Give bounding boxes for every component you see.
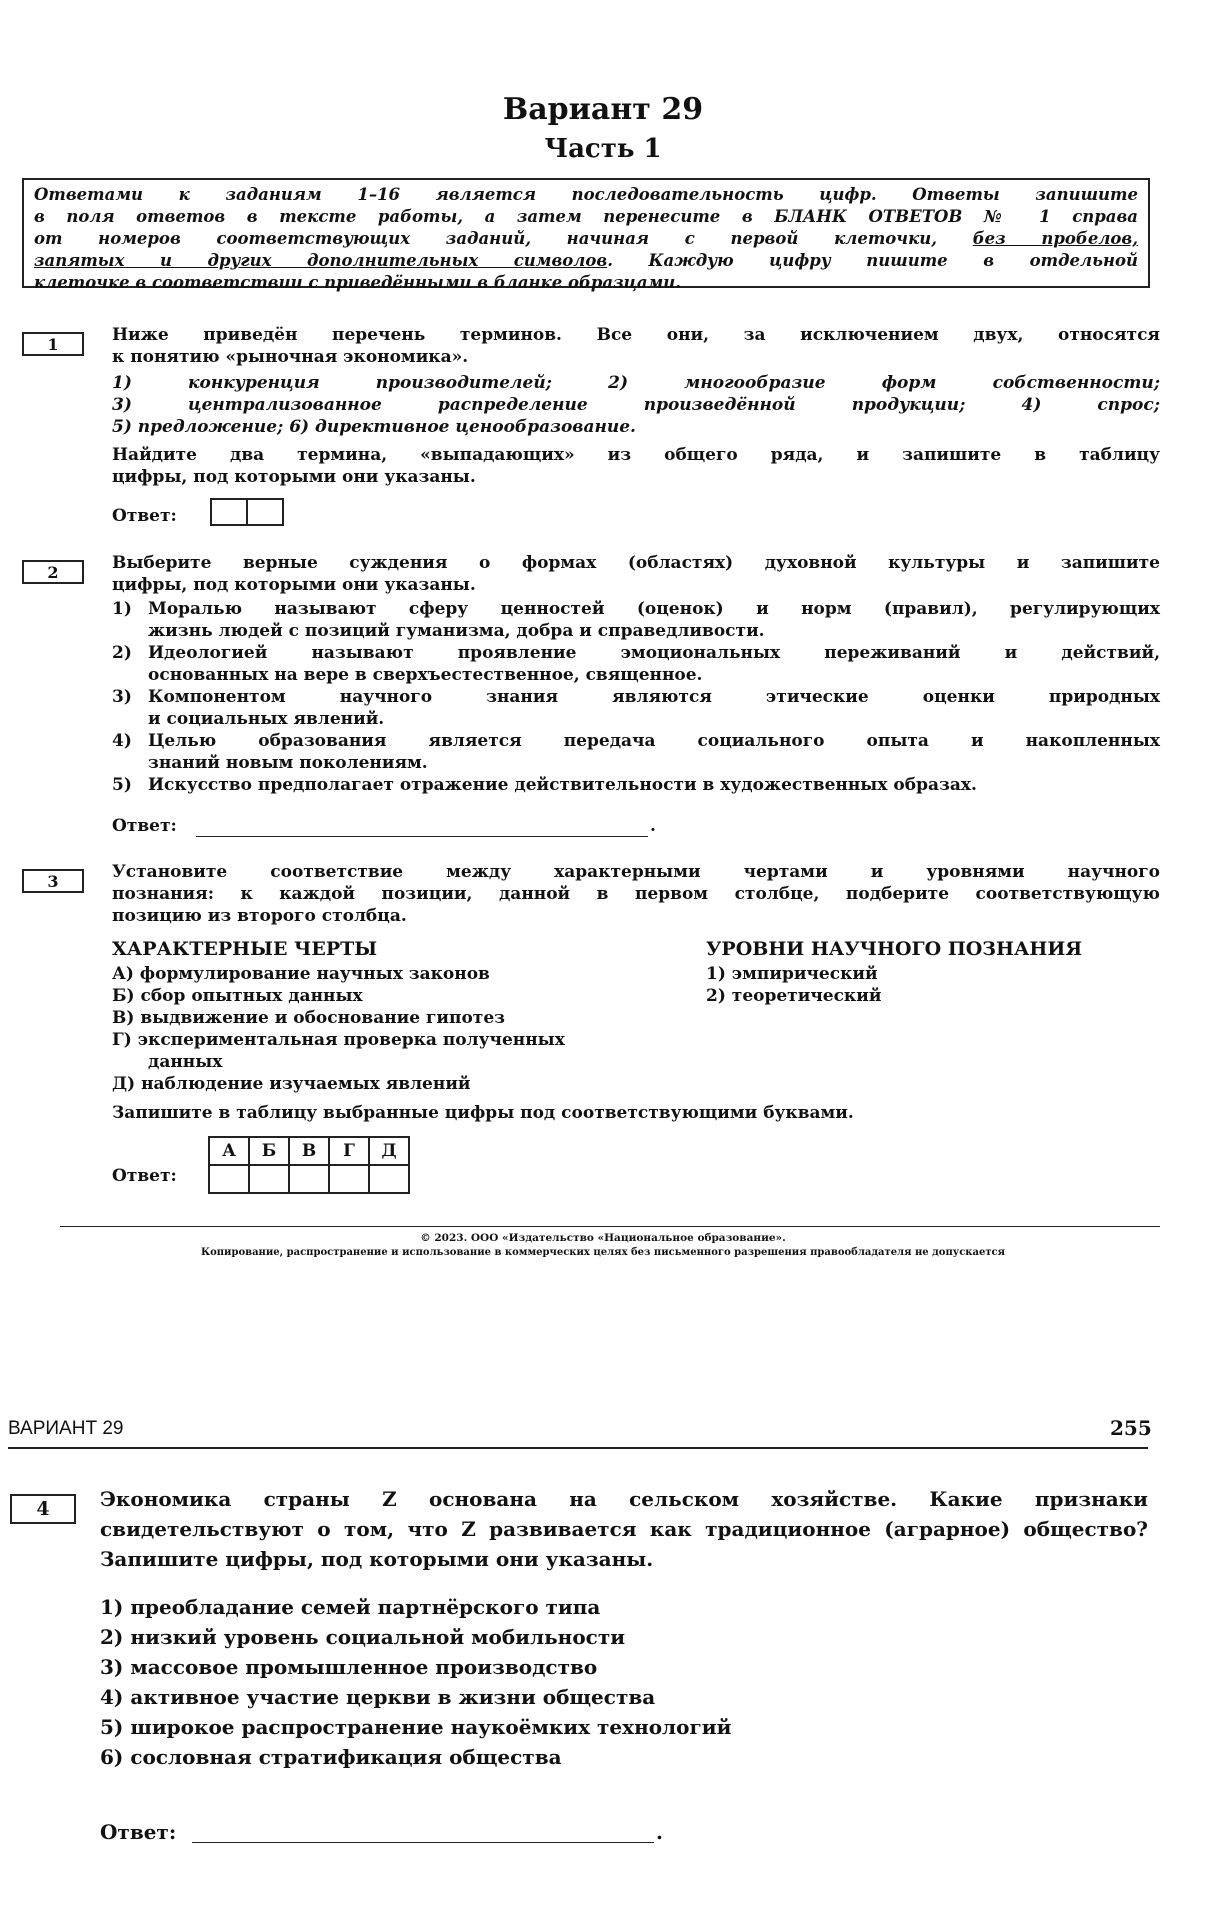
question-1 [112, 324, 1160, 488]
feature-item: А) формулирование научных законов [112, 964, 490, 984]
answer-cell[interactable] [210, 498, 248, 526]
levels-list [706, 963, 881, 1007]
instructions-box [22, 178, 1150, 292]
page-number: 255 [1110, 1416, 1152, 1440]
question-number: 3 [22, 869, 84, 893]
option-item: 6) сословная стратификация общества [100, 1745, 562, 1769]
letter-cell: В [289, 1137, 329, 1165]
answer-boxes [210, 498, 284, 526]
feature-item: Б) сбор опытных данных [112, 986, 363, 1006]
running-header: ВАРИАНТ 29 [8, 1418, 124, 1439]
question-text: Ниже приведён перечень терминов. Все они, за исключением двух, относятся [112, 325, 1160, 345]
option-item: 5) широкое распространение наукоёмких технологий [100, 1715, 732, 1739]
question-text: Установите соответствие между характерными чертами и уровнями научного [112, 862, 1160, 882]
option-item: 2) Идеологией называют проявление эмоциональных переживаний и действий, основанных на вере в сверхъестественное, священное. [112, 643, 1160, 685]
answer-line[interactable] [196, 818, 648, 837]
letter-cell: Д [369, 1137, 409, 1165]
instructions-line: от номеров соответствующих заданий, начиная с первой клеточки, без пробелов, [34, 229, 1138, 248]
answer-cell[interactable] [209, 1165, 249, 1193]
instructions-line: Ответами к заданиям 1–16 является последовательность цифр. Ответы запишите [34, 185, 1138, 204]
feature-item: данных [148, 1052, 223, 1072]
question-text: цифры, под которыми они указаны. [112, 575, 476, 595]
terms-list: 5) предложение; 6) директивное ценообразование. [112, 417, 636, 437]
option-item: 3) массовое промышленное производство [100, 1655, 598, 1679]
answer-end: . [650, 816, 656, 836]
task-text: Найдите два термина, «выпадающих» из общего ряда, и запишите в таблицу [112, 445, 1160, 465]
letter-cell: Б [249, 1137, 289, 1165]
question-number: 1 [22, 332, 84, 356]
option-item: 1) Моралью называют сферу ценностей (оценок) и норм (правил), регулирующих жизнь людей с позиций гуманизма, добра и справедливости. [112, 599, 1160, 641]
task-text: цифры, под которыми они указаны. [112, 467, 476, 487]
answer-cell[interactable] [249, 1165, 289, 1193]
task-text: Запишите в таблицу выбранные цифры под соответствующими буквами. [112, 1103, 854, 1123]
instructions-line: запятых и других дополнительных символов. Каждую цифру пишите в отдельной [34, 251, 1138, 270]
option-item: 2) низкий уровень социальной мобильности [100, 1625, 626, 1649]
level-item: 1) эмпирический [706, 964, 878, 984]
level-item: 2) теоретический [706, 986, 882, 1006]
header-divider [8, 1447, 1148, 1449]
footer-divider [60, 1226, 1160, 1227]
options-list [100, 1592, 731, 1772]
instructions-line: в поля ответов в тексте работы, а затем перенесите в БЛАНК ОТВЕТОВ № 1 справа [34, 207, 1138, 226]
question-text: познания: к каждой позиции, данной в первом столбце, подберите соответствующую [112, 884, 1160, 904]
question-4 [100, 1484, 1148, 1574]
question-text: Экономика страны Z основана на сельском хозяйстве. Какие признаки [100, 1487, 1148, 1511]
answer-cell[interactable] [329, 1165, 369, 1193]
footer-copyright: © 2023. ООО «Издательство «Национальное образование». [420, 1232, 786, 1244]
feature-item: В) выдвижение и обоснование гипотез [112, 1008, 506, 1028]
question-text: позицию из второго столбца. [112, 906, 407, 926]
question-number: 4 [10, 1494, 76, 1524]
answer-cell[interactable] [246, 498, 284, 526]
terms-list: 1) конкуренция производителей; 2) многообразие форм собственности; [112, 373, 1160, 393]
answer-cell[interactable] [369, 1165, 409, 1193]
answer-label: Ответ: [112, 816, 177, 836]
question-text: свидетельствуют о том, что Z развивается как традиционное (аграрное) общество? [100, 1517, 1148, 1541]
part-title: Часть 1 [544, 134, 662, 164]
option-item: 4) активное участие церкви в жизни общества [100, 1685, 656, 1709]
answer-label: Ответ: [112, 1166, 177, 1186]
answer-label: Ответ: [112, 506, 177, 526]
option-item: 3) Компонентом научного знания являются этические оценки природных и социальных явлений. [112, 687, 1160, 729]
feature-item: Г) экспериментальная проверка полученных [112, 1030, 565, 1050]
question-2 [112, 552, 1160, 796]
letter-cell: Г [329, 1137, 369, 1165]
answer-cell[interactable] [289, 1165, 329, 1193]
terms-list: 3) централизованное распределение произведённой продукции; 4) спрос; [112, 395, 1160, 415]
question-3 [112, 861, 1160, 927]
feature-item: Д) наблюдение изучаемых явлений [112, 1074, 471, 1094]
letter-cell: А [209, 1137, 249, 1165]
page-title: Вариант 29 [502, 92, 704, 127]
features-list [112, 963, 672, 1095]
question-text: к понятию «рыночная экономика». [112, 347, 469, 367]
question-number: 2 [22, 560, 84, 584]
option-item: 1) преобладание семей партнёрского типа [100, 1595, 601, 1619]
answer-table [208, 1136, 410, 1194]
question-text: Запишите цифры, под которыми они указаны. [100, 1547, 654, 1571]
question-text: Выберите верные суждения о формах (областях) духовной культуры и запишите [112, 553, 1160, 573]
footer-notice: Копирование, распространение и использование в коммерческих целях без письменного разрешения правообладателя не допускается [200, 1247, 1006, 1258]
option-item: 4) Целью образования является передача социального опыта и накопленных знаний новым поколениям. [112, 731, 1160, 773]
option-item: 5) Искусство предполагает отражение действительности в художественных образах. [112, 775, 977, 795]
answer-end: . [656, 1820, 663, 1844]
answer-line[interactable] [192, 1822, 654, 1843]
column-header-levels: УРОВНИ НАУЧНОГО ПОЗНАНИЯ [706, 938, 1083, 960]
answer-label: Ответ: [100, 1820, 177, 1844]
instructions-line: клеточке в соответствии с приведёнными в бланке образцами. [34, 273, 682, 292]
column-header-features: ХАРАКТЕРНЫЕ ЧЕРТЫ [112, 938, 378, 960]
